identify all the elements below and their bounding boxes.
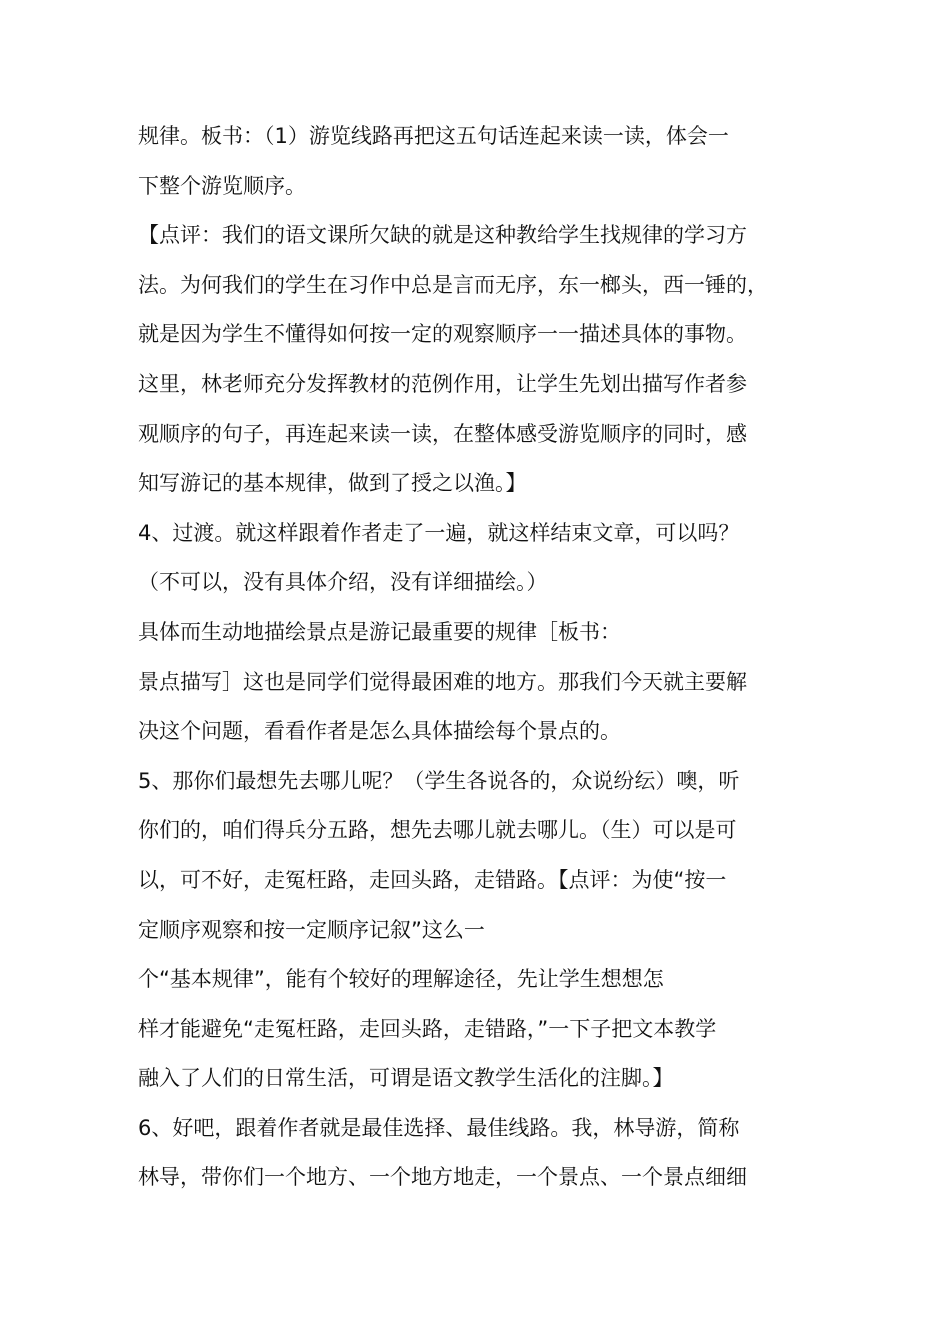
text-line: 下整个游览顺序。 [138,173,306,198]
text-line: 定顺序观察和按一定顺序记叙”这么一 [138,917,485,942]
text-line: 以，可不好，走冤枉路，走回头路，走错路。【点评：为使“按一 [138,867,727,892]
text-line: 观顺序的句子，再连起来读一读，在整体感受游览顺序的同时，感 [138,421,747,446]
text-line: 就是因为学生不懂得如何按一定的观察顺序一一描述具体的事物。 [138,322,747,347]
text-line: 5、那你们最想先去哪儿呢？（学生各说各的，众说纷纭）噢，听 [138,768,740,793]
text-line: 规律。板书：（1）游览线路再把这五句话连起来读一读，体会一 [138,124,729,148]
text-line: 景点描写］这也是同学们觉得最困难的地方。那我们今天就主要解 [138,669,747,694]
text-line: 6、好吧，跟着作者就是最佳选择、最佳线路。我，林导游，简称 [138,1115,740,1140]
text-line: 知写游记的基本规律，做到了授之以渔。】 [138,471,527,496]
text-line: 4、过渡。就这样跟着作者走了一遍，就这样结束文章，可以吗？ [138,520,740,545]
document-body [138,112,838,1203]
text-line: 具体而生动地描绘景点是游记最重要的规律［板书： [138,619,621,644]
text-line: 融入了人们的日常生活，可谓是语文教学生活化的注脚。】 [138,1066,674,1091]
text-line: 林导，带你们一个地方、一个地方地走，一个景点、一个景点细细 [138,1165,747,1190]
text-line: 法。为何我们的学生在习作中总是言而无序，东一榔头，西一锤的， [138,272,768,297]
text-line: 这里，林老师充分发挥教材的范例作用，让学生先划出描写作者参 [138,371,747,396]
text-line: （不可以，没有具体介绍，没有详细描绘。） [138,570,548,595]
text-line: 样才能避免“走冤枉路，走回头路，走错路，”一下子把文本教学 [138,1016,717,1041]
text-line: 决这个问题，看看作者是怎么具体描绘每个景点的。 [138,719,621,744]
text-line: 【点评：我们的语文课所欠缺的就是这种教给学生找规律的学习方 [138,223,747,248]
text-line: 个“基本规律”，能有个较好的理解途径，先让学生想想怎 [138,967,664,992]
text-line: 你们的，咱们得兵分五路，想先去哪儿就去哪儿。（生）可以是可 [138,818,737,843]
